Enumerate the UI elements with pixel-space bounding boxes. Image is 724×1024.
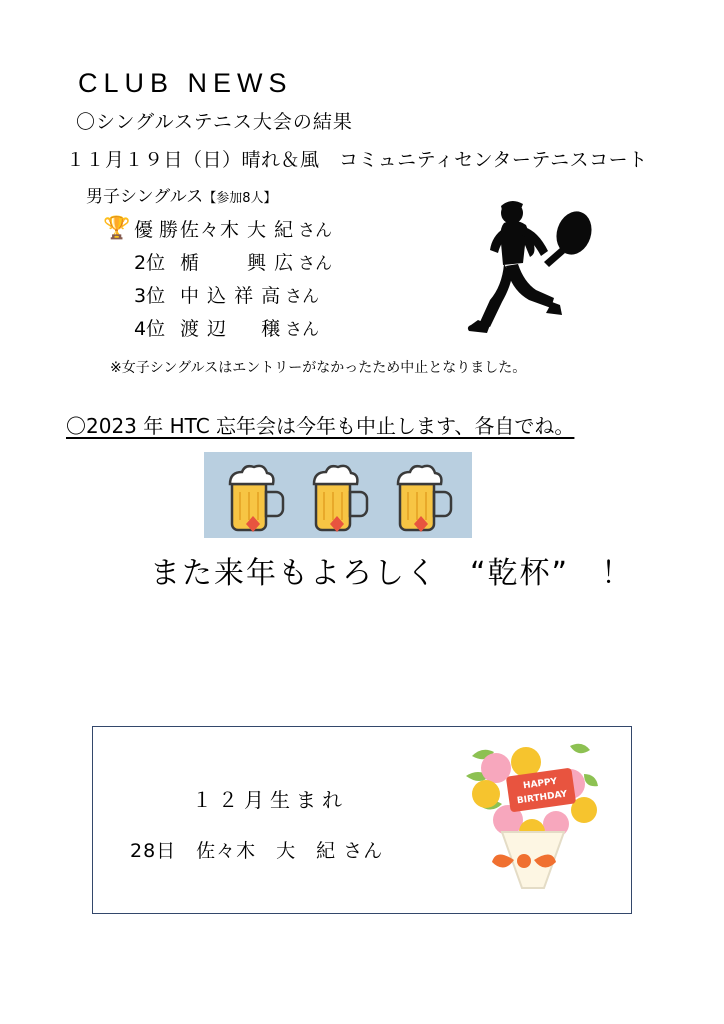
participants-count: 【参加8人】: [203, 191, 277, 206]
section-heading-yearend: [66, 410, 574, 439]
trophy-icon: 🏆: [103, 215, 131, 241]
cheers-text: また来年もよろしく “乾杯” ！: [150, 556, 634, 591]
svg-text:BIRTHDAY: BIRTHDAY: [516, 789, 568, 807]
result-suffix: さん: [298, 254, 333, 274]
page-title: CLUB NEWS: [78, 68, 293, 98]
svg-text:HAPPY: HAPPY: [522, 776, 558, 792]
list-item: [100, 278, 440, 311]
beer-mugs-banner: [204, 452, 472, 538]
list-item: [100, 245, 440, 278]
beer-mug-icon: [386, 462, 456, 534]
result-rank: 優 勝: [134, 219, 179, 241]
result-name: 中 込 祥 高: [180, 285, 282, 307]
list-item: [100, 212, 440, 245]
results-list: [100, 212, 440, 344]
results-note: ※女子シングルスはエントリーがなかったため中止となりました。: [110, 360, 527, 376]
result-name: 佐々木 大 紀: [180, 219, 295, 241]
result-suffix: さん: [298, 221, 333, 241]
result-rank: 3位: [134, 285, 166, 307]
beer-mug-icon: [302, 462, 372, 534]
result-rank: 4位: [134, 318, 166, 340]
result-rank: 2位: [134, 252, 166, 274]
result-suffix: さん: [285, 287, 320, 307]
event-category: [86, 182, 277, 207]
result-name: 楯 興 広: [180, 252, 295, 274]
birthday-bouquet-icon: [452, 728, 612, 900]
result-suffix: さん: [285, 320, 320, 340]
section-heading-results: 〇シングルステニス大会の結果: [76, 111, 353, 133]
birthday-month-label: １２月生まれ: [192, 788, 348, 812]
beer-mug-icon: [218, 462, 288, 534]
birthday-person: 28日 佐々木 大 紀 さん: [130, 840, 384, 862]
category-label: 男子シングルス: [86, 187, 204, 207]
result-name: 渡 辺 穣: [180, 318, 282, 340]
event-date-location: １１月１９日（日）晴れ＆風 コミュニティセンターテニスコート: [66, 149, 648, 171]
section-heading-yearend-text: 〇2023 年 HTC 忘年会は今年も中止します、各自でね。: [66, 414, 575, 438]
list-item: [100, 311, 440, 344]
tennis-player-icon: [448, 196, 608, 351]
